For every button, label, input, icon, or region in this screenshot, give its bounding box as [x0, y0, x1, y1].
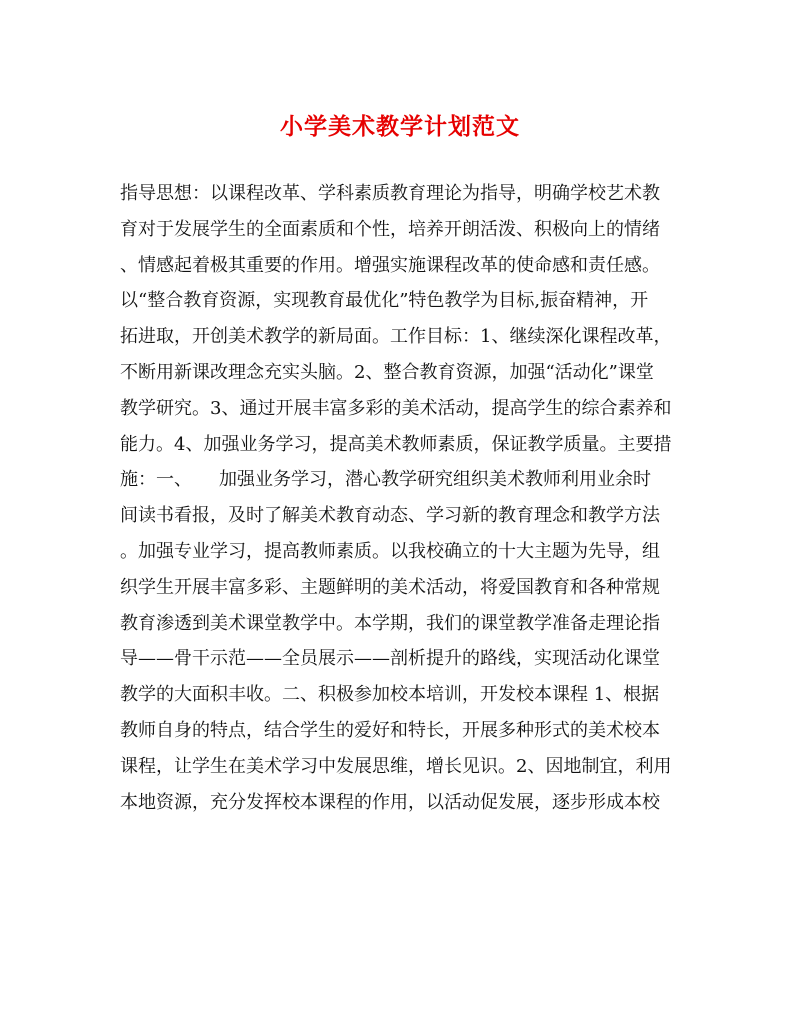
body-line: 施：一、 加强业务学习，潜心教学研究组织美术教师利用业余时 — [120, 469, 651, 491]
body-line: 教学的大面积丰收。二、积极参加校本培训，开发校本课程 1、根据 — [120, 684, 660, 706]
body-line: 育对于发展学生的全面素质和个性，培养开朗活泼、积极向上的情绪 — [120, 218, 660, 240]
document-body — [120, 176, 690, 820]
body-line: 教师自身的特点，结合学生的爱好和特长，开展多种形式的美术校本 — [120, 719, 660, 741]
body-line: 。加强专业学习，提高教师素质。以我校确立的十大主题为先导，组 — [120, 540, 660, 562]
body-line: 教学研究。3、通过开展丰富多彩的美术活动，提高学生的综合素养和 — [120, 397, 672, 419]
body-line: 间读书看报，及时了解美术教育动态、学习新的教育理念和教学方法 — [120, 505, 660, 527]
body-line: 、情感起着极其重要的作用。增强实施课程改革的使命感和责任感。 — [120, 254, 660, 276]
body-line: 指导思想：以课程改革、学科素质教育理论为指导，明确学校艺术教 — [120, 183, 660, 204]
document-title: 小学美术教学计划范文 — [280, 113, 520, 140]
body-line: 拓进取，开创美术教学的新局面。工作目标：1、继续深化课程改革， — [120, 326, 672, 348]
body-line: 不断用新课改理念充实头脑。2、整合教育资源，加强“活动化”课堂 — [120, 361, 654, 383]
body-line: 导——骨干示范——全员展示——剖析提升的路线，实现活动化课堂 — [120, 648, 660, 670]
body-line: 教育渗透到美术课堂教学中。本学期，我们的课堂教学准备走理论指 — [120, 612, 660, 634]
body-line: 课程，让学生在美术学习中发展思维，增长见识。2、因地制宜，利用 — [120, 755, 672, 777]
body-line: 能力。4、加强业务学习，提高美术教师素质，保证教学质量。主要措 — [120, 433, 672, 455]
body-line: 以“整合教育资源，实现教育最优化”特色教学为目标,振奋精神，开 — [120, 290, 649, 312]
body-line: 本地资源，充分发挥校本课程的作用，以活动促发展，逐步形成本校 — [120, 791, 660, 813]
body-line: 织学生开展丰富多彩、主题鲜明的美术活动，将爱国教育和各种常规 — [120, 576, 660, 598]
